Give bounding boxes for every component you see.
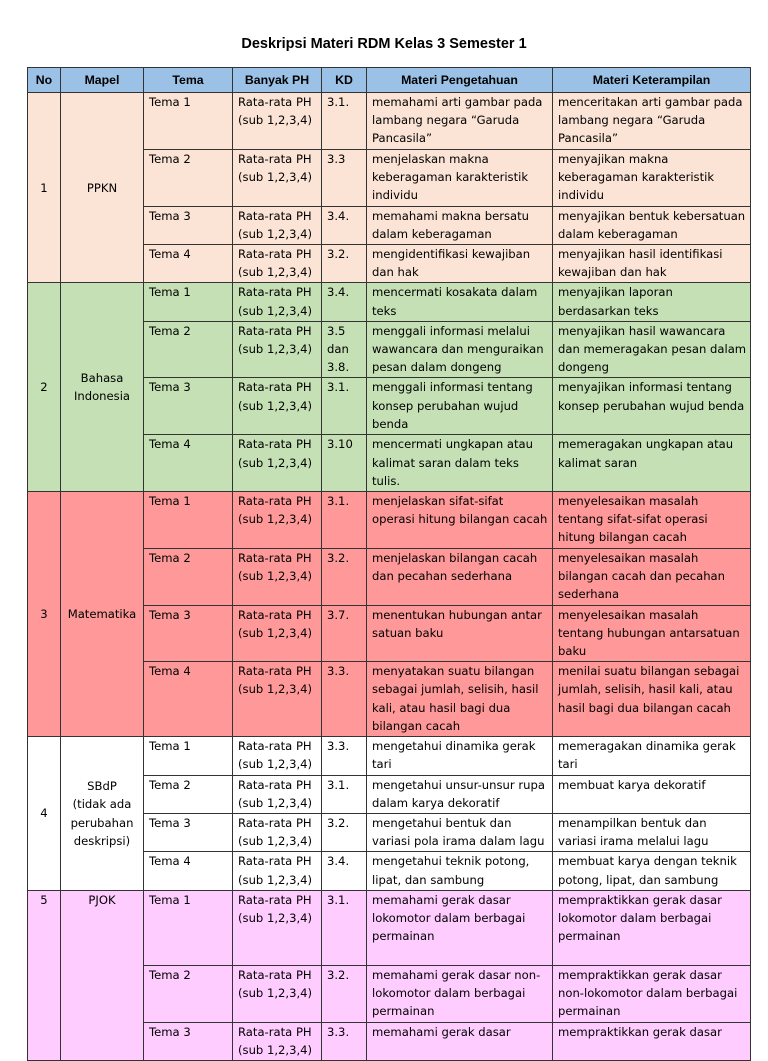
- tema-cell: Tema 4: [144, 435, 233, 492]
- subject-name-matematika: Matematika: [61, 492, 144, 737]
- materi-pengetahuan-cell: memahami gerak dasar: [367, 1022, 553, 1060]
- materi-pengetahuan-cell: memahami arti gambar pada lambang negara “Garuda Pancasila”: [367, 93, 553, 150]
- materi-keterampilan-cell: membuat karya dekoratif: [553, 775, 751, 813]
- banyak-ph-cell: Rata-rata PH (sub 1,2,3,4): [233, 492, 322, 549]
- banyak-ph-cell: Rata-rata PH (sub 1,2,3,4): [233, 662, 322, 737]
- tema-cell: Tema 2: [144, 150, 233, 207]
- table-row: [28, 737, 751, 775]
- materi-keterampilan-cell: memeragakan dinamika gerak tari: [553, 737, 751, 775]
- kd-cell: 3.4.: [322, 283, 367, 321]
- kd-cell: 3.4.: [322, 206, 367, 244]
- kd-cell: 3.3.: [322, 662, 367, 737]
- kd-cell: 3.3: [322, 150, 367, 207]
- banyak-ph-cell: Rata-rata PH (sub 1,2,3,4): [233, 814, 322, 852]
- header-kd: KD: [322, 68, 367, 93]
- subject-name-sbdp: SBdP (tidak ada perubahan deskripsi): [61, 737, 144, 891]
- tema-cell: Tema 1: [144, 283, 233, 321]
- materi-pengetahuan-cell: menggali informasi melalui wawancara dan menguraikan pesan dalam dongeng: [367, 321, 553, 378]
- materi-pengetahuan-cell: memahami gerak dasar non-lokomotor dalam berbagai permainan: [367, 965, 553, 1022]
- tema-cell: Tema 1: [144, 737, 233, 775]
- table-row: [28, 283, 751, 321]
- tema-cell: Tema 3: [144, 378, 233, 435]
- banyak-ph-cell: Rata-rata PH (sub 1,2,3,4): [233, 737, 322, 775]
- tema-cell: Tema 1: [144, 890, 233, 965]
- tema-cell: Tema 3: [144, 206, 233, 244]
- materi-keterampilan-cell: menceritakan arti gambar pada lambang negara “Garuda Pancasila”: [553, 93, 751, 150]
- materi-pengetahuan-cell: memahami makna bersatu dalam keberagaman: [367, 206, 553, 244]
- materi-pengetahuan-cell: mengetahui dinamika gerak tari: [367, 737, 553, 775]
- tema-cell: Tema 2: [144, 775, 233, 813]
- banyak-ph-cell: Rata-rata PH (sub 1,2,3,4): [233, 206, 322, 244]
- banyak-ph-cell: Rata-rata PH (sub 1,2,3,4): [233, 283, 322, 321]
- banyak-ph-cell: Rata-rata PH (sub 1,2,3,4): [233, 890, 322, 965]
- kd-cell: 3.2.: [322, 245, 367, 283]
- subject-name-bahasa-indonesia: Bahasa Indonesia: [61, 283, 144, 492]
- table-body: [28, 93, 751, 1061]
- header-no: No: [28, 68, 61, 93]
- materi-pengetahuan-cell: menyatakan suatu bilangan sebagai jumlah, selisih, hasil kali, atau hasil bagi dua bilangan cacah: [367, 662, 553, 737]
- kd-cell: 3.5 dan 3.8.: [322, 321, 367, 378]
- subject-name-pjok: PJOK: [61, 890, 144, 1060]
- header-materi-pengetahuan: Materi Pengetahuan: [367, 68, 553, 93]
- materi-keterampilan-cell: menyajikan informasi tentang konsep perubahan wujud benda: [553, 378, 751, 435]
- table-row: [28, 890, 751, 965]
- banyak-ph-cell: Rata-rata PH (sub 1,2,3,4): [233, 549, 322, 606]
- materi-keterampilan-cell: menyajikan bentuk kebersatuan dalam keberagaman: [553, 206, 751, 244]
- materi-pengetahuan-cell: menggali informasi tentang konsep perubahan wujud benda: [367, 378, 553, 435]
- materi-pengetahuan-cell: menjelaskan bilangan cacah dan pecahan sederhana: [367, 549, 553, 606]
- tema-cell: Tema 4: [144, 245, 233, 283]
- materi-pengetahuan-cell: mengidentifikasi kewajiban dan hak: [367, 245, 553, 283]
- tema-cell: Tema 4: [144, 852, 233, 890]
- kd-cell: 3.2.: [322, 965, 367, 1022]
- kd-cell: 3.2.: [322, 814, 367, 852]
- kd-cell: 3.7.: [322, 605, 367, 662]
- materi-keterampilan-cell: menilai suatu bilangan sebagai jumlah, selisih, hasil kali, atau hasil bagi dua bilangan cacah: [553, 662, 751, 737]
- tema-cell: Tema 1: [144, 492, 233, 549]
- subject-number: 5: [28, 890, 61, 1060]
- table-row: [28, 93, 751, 150]
- banyak-ph-cell: Rata-rata PH (sub 1,2,3,4): [233, 965, 322, 1022]
- header-banyak-ph: Banyak PH: [233, 68, 322, 93]
- materi-keterampilan-cell: menyajikan makna keberagaman karakteristik individu: [553, 150, 751, 207]
- materi-keterampilan-cell: menyelesaikan masalah tentang hubungan antarsatuan baku: [553, 605, 751, 662]
- header-mapel: Mapel: [61, 68, 144, 93]
- tema-cell: Tema 4: [144, 662, 233, 737]
- kd-cell: 3.1.: [322, 775, 367, 813]
- banyak-ph-cell: Rata-rata PH (sub 1,2,3,4): [233, 321, 322, 378]
- table-header-row: [28, 68, 751, 93]
- banyak-ph-cell: Rata-rata PH (sub 1,2,3,4): [233, 605, 322, 662]
- materi-keterampilan-cell: memeragakan ungkapan atau kalimat saran: [553, 435, 751, 492]
- materi-pengetahuan-cell: menjelaskan makna keberagaman karakteristik individu: [367, 150, 553, 207]
- materi-keterampilan-cell: menyajikan laporan berdasarkan teks: [553, 283, 751, 321]
- kd-cell: 3.4.: [322, 852, 367, 890]
- materi-pengetahuan-cell: mengetahui bentuk dan variasi pola irama dalam lagu: [367, 814, 553, 852]
- banyak-ph-cell: Rata-rata PH (sub 1,2,3,4): [233, 245, 322, 283]
- subject-number: 3: [28, 492, 61, 737]
- materi-keterampilan-cell: mempraktikkan gerak dasar lokomotor dalam berbagai permainan: [553, 890, 751, 965]
- tema-cell: Tema 2: [144, 965, 233, 1022]
- kd-cell: 3.3.: [322, 1022, 367, 1060]
- banyak-ph-cell: Rata-rata PH (sub 1,2,3,4): [233, 852, 322, 890]
- tema-cell: Tema 3: [144, 1022, 233, 1060]
- banyak-ph-cell: Rata-rata PH (sub 1,2,3,4): [233, 775, 322, 813]
- kd-cell: 3.1.: [322, 378, 367, 435]
- materi-keterampilan-cell: menyajikan hasil wawancara dan memeragakan pesan dalam dongeng: [553, 321, 751, 378]
- materi-pengetahuan-cell: mencermati ungkapan atau kalimat saran dalam teks tulis.: [367, 435, 553, 492]
- subject-number: 4: [28, 737, 61, 891]
- tema-cell: Tema 3: [144, 605, 233, 662]
- subject-number: 1: [28, 93, 61, 283]
- banyak-ph-cell: Rata-rata PH (sub 1,2,3,4): [233, 150, 322, 207]
- tema-cell: Tema 3: [144, 814, 233, 852]
- banyak-ph-cell: Rata-rata PH (sub 1,2,3,4): [233, 1022, 322, 1060]
- kd-cell: 3.1.: [322, 492, 367, 549]
- subject-number: 2: [28, 283, 61, 492]
- materi-keterampilan-cell: menyelesaikan masalah tentang sifat-sifat operasi hitung bilangan cacah: [553, 492, 751, 549]
- kd-cell: 3.10: [322, 435, 367, 492]
- materi-keterampilan-cell: mempraktikkan gerak dasar non-lokomotor dalam berbagai permainan: [553, 965, 751, 1022]
- materi-pengetahuan-cell: memahami gerak dasar lokomotor dalam berbagai permainan: [367, 890, 553, 965]
- materi-keterampilan-cell: menampilkan bentuk dan variasi irama melalui lagu: [553, 814, 751, 852]
- document-title: Deskripsi Materi RDM Kelas 3 Semester 1: [241, 36, 527, 52]
- tema-cell: Tema 2: [144, 549, 233, 606]
- subject-name-ppkn: PPKN: [61, 93, 144, 283]
- table-row: [28, 492, 751, 549]
- kd-cell: 3.1.: [322, 93, 367, 150]
- banyak-ph-cell: Rata-rata PH (sub 1,2,3,4): [233, 378, 322, 435]
- kd-cell: 3.2.: [322, 549, 367, 606]
- kd-cell: 3.3.: [322, 737, 367, 775]
- materi-pengetahuan-cell: menjelaskan sifat-sifat operasi hitung bilangan cacah: [367, 492, 553, 549]
- materi-keterampilan-cell: membuat karya dengan teknik potong, lipat, dan sambung: [553, 852, 751, 890]
- banyak-ph-cell: Rata-rata PH (sub 1,2,3,4): [233, 93, 322, 150]
- materi-pengetahuan-cell: mengetahui unsur-unsur rupa dalam karya dekoratif: [367, 775, 553, 813]
- header-tema: Tema: [144, 68, 233, 93]
- materi-keterampilan-cell: menyajikan hasil identifikasi kewajiban dan hak: [553, 245, 751, 283]
- kd-cell: 3.1.: [322, 890, 367, 965]
- header-materi-keterampilan: Materi Keterampilan: [553, 68, 751, 93]
- tema-cell: Tema 2: [144, 321, 233, 378]
- materi-table: [27, 67, 751, 1061]
- materi-pengetahuan-cell: menentukan hubungan antar satuan baku: [367, 605, 553, 662]
- materi-pengetahuan-cell: mengetahui teknik potong, lipat, dan sambung: [367, 852, 553, 890]
- banyak-ph-cell: Rata-rata PH (sub 1,2,3,4): [233, 435, 322, 492]
- tema-cell: Tema 1: [144, 93, 233, 150]
- materi-keterampilan-cell: menyelesaikan masalah bilangan cacah dan pecahan sederhana: [553, 549, 751, 606]
- materi-pengetahuan-cell: mencermati kosakata dalam teks: [367, 283, 553, 321]
- materi-keterampilan-cell: mempraktikkan gerak dasar: [553, 1022, 751, 1060]
